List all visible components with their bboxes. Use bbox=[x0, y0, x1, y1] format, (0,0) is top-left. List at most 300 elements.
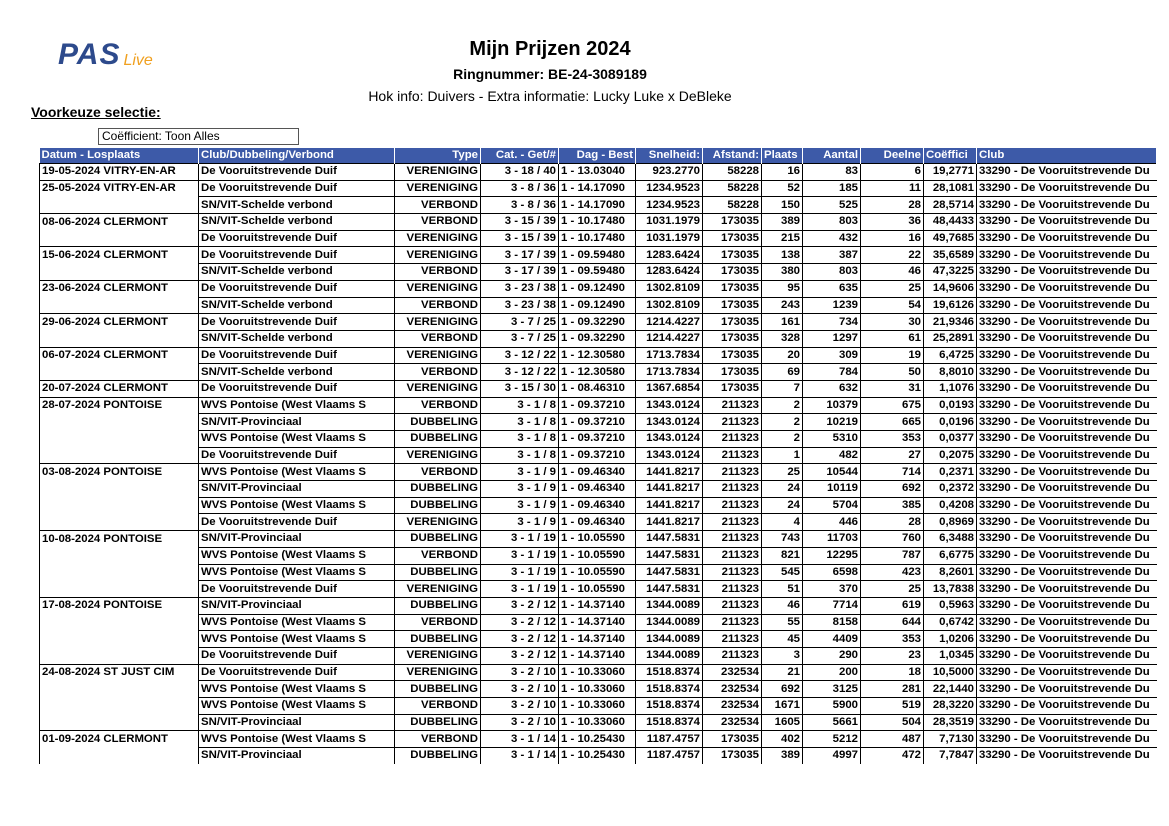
table-row bbox=[40, 414, 1157, 431]
table-cell: 1302.8109 bbox=[636, 280, 703, 297]
table-cell: 33290 - De Vooruitstrevende Du bbox=[977, 364, 1157, 381]
table-cell: 3 - 1 / 14 bbox=[481, 748, 559, 764]
table-cell: 1187.4757 bbox=[636, 748, 703, 764]
table-cell: 03-08-2024 PONTOISE bbox=[40, 464, 199, 481]
table-cell: De Vooruitstrevende Duif bbox=[199, 347, 395, 364]
table-cell: 1 - 09.12490 bbox=[559, 297, 636, 314]
table-cell: 4997 bbox=[803, 748, 861, 764]
table-cell: 3 bbox=[762, 647, 803, 664]
table-cell: 1187.4757 bbox=[636, 731, 703, 748]
table-cell: 33290 - De Vooruitstrevende Du bbox=[977, 581, 1157, 598]
table-cell bbox=[40, 681, 199, 698]
table-cell: 1 - 10.25430 bbox=[559, 748, 636, 764]
table-cell: VERENIGING bbox=[395, 314, 481, 331]
table-cell: 33290 - De Vooruitstrevende Du bbox=[977, 214, 1157, 231]
column-header: Datum - Losplaats bbox=[40, 148, 199, 164]
table-cell: DUBBELING bbox=[395, 564, 481, 581]
voorkeuze-selectie-label: Voorkeuze selectie: bbox=[31, 104, 161, 120]
table-cell: SN/VIT-Schelde verbond bbox=[199, 297, 395, 314]
table-cell: 33290 - De Vooruitstrevende Du bbox=[977, 597, 1157, 614]
table-row bbox=[40, 330, 1157, 347]
column-header: Type bbox=[395, 148, 481, 164]
table-cell: DUBBELING bbox=[395, 714, 481, 731]
table-cell: WVS Pontoise (West Vlaams S bbox=[199, 698, 395, 715]
table-row bbox=[40, 547, 1157, 564]
table-cell: 1518.8374 bbox=[636, 681, 703, 698]
table-cell: 7,7847 bbox=[924, 748, 977, 764]
table-cell: 3 - 15 / 39 bbox=[481, 230, 559, 247]
table-cell: 28,5714 bbox=[924, 197, 977, 214]
table-cell: 50 bbox=[861, 364, 924, 381]
table-cell: 22 bbox=[861, 247, 924, 264]
table-cell: 27 bbox=[861, 447, 924, 464]
table-cell: 25,2891 bbox=[924, 330, 977, 347]
table-cell: 95 bbox=[762, 280, 803, 297]
column-header: Club bbox=[977, 148, 1157, 164]
table-cell: 1 - 12.30580 bbox=[559, 347, 636, 364]
column-header: Afstand: bbox=[703, 148, 762, 164]
table-cell: 7 bbox=[762, 380, 803, 397]
table-cell: 3 - 1 / 19 bbox=[481, 547, 559, 564]
table-cell: 387 bbox=[803, 247, 861, 264]
table-cell: De Vooruitstrevende Duif bbox=[199, 247, 395, 264]
table-cell: 10544 bbox=[803, 464, 861, 481]
table-cell: 211323 bbox=[703, 447, 762, 464]
table-cell: 3 - 1 / 19 bbox=[481, 531, 559, 548]
table-cell: 31 bbox=[861, 380, 924, 397]
table-cell: SN/VIT-Provinciaal bbox=[199, 481, 395, 498]
table-cell: 1 - 09.37210 bbox=[559, 397, 636, 414]
table-cell: 3 - 2 / 12 bbox=[481, 647, 559, 664]
table-cell: 14,9606 bbox=[924, 280, 977, 297]
table-cell: De Vooruitstrevende Duif bbox=[199, 447, 395, 464]
table-cell: 1 - 12.30580 bbox=[559, 364, 636, 381]
table-row bbox=[40, 481, 1157, 498]
table-cell: 33290 - De Vooruitstrevende Du bbox=[977, 564, 1157, 581]
table-cell: 1518.8374 bbox=[636, 664, 703, 681]
table-cell: SN/VIT-Schelde verbond bbox=[199, 264, 395, 281]
column-header: Coëffici bbox=[924, 148, 977, 164]
prizes-table-wrapper bbox=[39, 148, 1169, 764]
table-cell: 33290 - De Vooruitstrevende Du bbox=[977, 431, 1157, 448]
table-cell: 10119 bbox=[803, 481, 861, 498]
table-cell: VERBOND bbox=[395, 214, 481, 231]
table-body bbox=[40, 164, 1157, 764]
column-header: Deelne bbox=[861, 148, 924, 164]
table-row bbox=[40, 314, 1157, 331]
table-cell: VERENIGING bbox=[395, 380, 481, 397]
table-cell: 211323 bbox=[703, 497, 762, 514]
table-cell: 33290 - De Vooruitstrevende Du bbox=[977, 681, 1157, 698]
table-cell: 3 - 7 / 25 bbox=[481, 314, 559, 331]
table-cell: 232534 bbox=[703, 681, 762, 698]
table-cell: De Vooruitstrevende Duif bbox=[199, 280, 395, 297]
table-cell: 211323 bbox=[703, 431, 762, 448]
table-cell: 635 bbox=[803, 280, 861, 297]
table-cell: 1 - 10.17480 bbox=[559, 214, 636, 231]
page-title: Mijn Prijzen 2024 bbox=[469, 38, 631, 60]
table-cell: 25-05-2024 VITRY-EN-AR bbox=[40, 180, 199, 197]
table-cell: 19,2771 bbox=[924, 164, 977, 181]
table-header-row bbox=[40, 148, 1157, 164]
table-cell: WVS Pontoise (West Vlaams S bbox=[199, 497, 395, 514]
table-cell: 33290 - De Vooruitstrevende Du bbox=[977, 414, 1157, 431]
table-cell: 1 - 10.05590 bbox=[559, 581, 636, 598]
column-header: Dag - Best bbox=[559, 148, 636, 164]
table-cell: 58228 bbox=[703, 180, 762, 197]
table-cell: 3 - 7 / 25 bbox=[481, 330, 559, 347]
table-cell: 821 bbox=[762, 547, 803, 564]
table-cell: 243 bbox=[762, 297, 803, 314]
table-cell: 33290 - De Vooruitstrevende Du bbox=[977, 497, 1157, 514]
table-cell: 370 bbox=[803, 581, 861, 598]
table-cell bbox=[40, 297, 199, 314]
table-cell: 3 - 2 / 10 bbox=[481, 681, 559, 698]
table-cell: VERBOND bbox=[395, 197, 481, 214]
table-cell: 1441.8217 bbox=[636, 497, 703, 514]
table-cell: 58228 bbox=[703, 197, 762, 214]
table-row bbox=[40, 180, 1157, 197]
table-cell: VERBOND bbox=[395, 731, 481, 748]
table-cell: 33290 - De Vooruitstrevende Du bbox=[977, 447, 1157, 464]
table-cell: 33290 - De Vooruitstrevende Du bbox=[977, 180, 1157, 197]
table-cell: SN/VIT-Provinciaal bbox=[199, 597, 395, 614]
table-cell: 21 bbox=[762, 664, 803, 681]
table-cell bbox=[40, 698, 199, 715]
table-cell: 1447.5831 bbox=[636, 531, 703, 548]
table-cell: 3 - 1 / 9 bbox=[481, 514, 559, 531]
table-cell: 1447.5831 bbox=[636, 581, 703, 598]
table-cell: 3 - 1 / 9 bbox=[481, 481, 559, 498]
table-cell: 1 - 14.37140 bbox=[559, 631, 636, 648]
table-cell: 3 - 1 / 9 bbox=[481, 497, 559, 514]
table-cell: VERENIGING bbox=[395, 164, 481, 181]
table-cell: 15-06-2024 CLERMONT bbox=[40, 247, 199, 264]
table-cell: VERBOND bbox=[395, 698, 481, 715]
table-cell: 3 - 1 / 8 bbox=[481, 431, 559, 448]
table-row bbox=[40, 431, 1157, 448]
table-cell: 8,8010 bbox=[924, 364, 977, 381]
table-cell: WVS Pontoise (West Vlaams S bbox=[199, 431, 395, 448]
table-cell: 13,7838 bbox=[924, 581, 977, 598]
table-cell: 1 - 10.33060 bbox=[559, 698, 636, 715]
table-row bbox=[40, 197, 1157, 214]
table-cell: 1 - 10.17480 bbox=[559, 230, 636, 247]
table-cell: 3 - 2 / 12 bbox=[481, 614, 559, 631]
table-cell: 2 bbox=[762, 414, 803, 431]
table-cell: DUBBELING bbox=[395, 748, 481, 764]
table-cell: 3125 bbox=[803, 681, 861, 698]
table-cell bbox=[40, 197, 199, 214]
table-cell bbox=[40, 264, 199, 281]
table-cell: 0,4208 bbox=[924, 497, 977, 514]
table-cell: 2 bbox=[762, 431, 803, 448]
table-cell: 1,0206 bbox=[924, 631, 977, 648]
table-cell: 446 bbox=[803, 514, 861, 531]
table-cell: 200 bbox=[803, 664, 861, 681]
table-cell: 20-07-2024 CLERMONT bbox=[40, 380, 199, 397]
table-cell: De Vooruitstrevende Duif bbox=[199, 180, 395, 197]
table-row bbox=[40, 531, 1157, 548]
table-cell: 29-06-2024 CLERMONT bbox=[40, 314, 199, 331]
table-row bbox=[40, 214, 1157, 231]
table-cell: 173035 bbox=[703, 280, 762, 297]
table-cell: 2 bbox=[762, 397, 803, 414]
table-row bbox=[40, 664, 1157, 681]
table-cell: 1,1076 bbox=[924, 380, 977, 397]
table-cell: 714 bbox=[861, 464, 924, 481]
table-cell: 173035 bbox=[703, 347, 762, 364]
logo-live-text: Live bbox=[123, 52, 153, 69]
table-cell: 760 bbox=[861, 531, 924, 548]
table-cell: 290 bbox=[803, 647, 861, 664]
table-cell: 69 bbox=[762, 364, 803, 381]
table-cell: 3 - 1 / 9 bbox=[481, 464, 559, 481]
table-cell: 173035 bbox=[703, 748, 762, 764]
table-cell: 3 - 23 / 38 bbox=[481, 280, 559, 297]
table-cell: De Vooruitstrevende Duif bbox=[199, 514, 395, 531]
table-cell: 3 - 1 / 19 bbox=[481, 564, 559, 581]
table-cell: 1343.0124 bbox=[636, 397, 703, 414]
table-cell: DUBBELING bbox=[395, 681, 481, 698]
table-cell: 3 - 18 / 40 bbox=[481, 164, 559, 181]
table-cell: 3 - 1 / 14 bbox=[481, 731, 559, 748]
table-cell: 7714 bbox=[803, 597, 861, 614]
table-cell: 1234.9523 bbox=[636, 180, 703, 197]
table-cell: 3 - 23 / 38 bbox=[481, 297, 559, 314]
table-cell: 08-06-2024 CLERMONT bbox=[40, 214, 199, 231]
table-cell: 4 bbox=[762, 514, 803, 531]
table-cell: 10,5000 bbox=[924, 664, 977, 681]
table-row bbox=[40, 698, 1157, 715]
table-row bbox=[40, 581, 1157, 598]
table-cell: 3 - 2 / 10 bbox=[481, 664, 559, 681]
table-cell: 46 bbox=[861, 264, 924, 281]
table-cell: 33290 - De Vooruitstrevende Du bbox=[977, 280, 1157, 297]
table-cell: WVS Pontoise (West Vlaams S bbox=[199, 631, 395, 648]
table-cell: 6,6775 bbox=[924, 547, 977, 564]
table-cell: 1344.0089 bbox=[636, 647, 703, 664]
table-cell: 353 bbox=[861, 431, 924, 448]
table-cell: 185 bbox=[803, 180, 861, 197]
table-cell: 1343.0124 bbox=[636, 431, 703, 448]
table-cell: 33290 - De Vooruitstrevende Du bbox=[977, 698, 1157, 715]
table-cell: 33290 - De Vooruitstrevende Du bbox=[977, 197, 1157, 214]
table-cell: 28-07-2024 PONTOISE bbox=[40, 397, 199, 414]
table-cell: 33290 - De Vooruitstrevende Du bbox=[977, 714, 1157, 731]
table-row bbox=[40, 597, 1157, 614]
table-cell: WVS Pontoise (West Vlaams S bbox=[199, 464, 395, 481]
table-cell: 19-05-2024 VITRY-EN-AR bbox=[40, 164, 199, 181]
table-cell: 33290 - De Vooruitstrevende Du bbox=[977, 481, 1157, 498]
table-row bbox=[40, 647, 1157, 664]
table-cell: 8,2601 bbox=[924, 564, 977, 581]
table-cell bbox=[40, 330, 199, 347]
table-cell: 0,2075 bbox=[924, 447, 977, 464]
table-cell: 28 bbox=[861, 514, 924, 531]
table-cell: 432 bbox=[803, 230, 861, 247]
table-cell: 5900 bbox=[803, 698, 861, 715]
table-cell: 743 bbox=[762, 531, 803, 548]
table-cell: 211323 bbox=[703, 547, 762, 564]
table-cell: 1214.4227 bbox=[636, 330, 703, 347]
table-cell: 1 - 10.05590 bbox=[559, 531, 636, 548]
table-cell: VERENIGING bbox=[395, 180, 481, 197]
table-cell: VERBOND bbox=[395, 364, 481, 381]
table-cell: 33290 - De Vooruitstrevende Du bbox=[977, 230, 1157, 247]
table-cell bbox=[40, 547, 199, 564]
table-cell: De Vooruitstrevende Duif bbox=[199, 581, 395, 598]
table-cell: 0,6742 bbox=[924, 614, 977, 631]
table-cell: 803 bbox=[803, 214, 861, 231]
table-cell: 211323 bbox=[703, 397, 762, 414]
table-cell bbox=[40, 414, 199, 431]
table-cell: 19 bbox=[861, 347, 924, 364]
table-cell: 1 - 10.33060 bbox=[559, 664, 636, 681]
table-cell: 30 bbox=[861, 314, 924, 331]
table-cell: VERBOND bbox=[395, 464, 481, 481]
table-cell: 01-09-2024 CLERMONT bbox=[40, 731, 199, 748]
table-cell: VERENIGING bbox=[395, 647, 481, 664]
table-cell: 16 bbox=[861, 230, 924, 247]
table-cell: 1031.1979 bbox=[636, 230, 703, 247]
table-cell: 644 bbox=[861, 614, 924, 631]
table-cell: 17-08-2024 PONTOISE bbox=[40, 597, 199, 614]
table-cell: VERBOND bbox=[395, 397, 481, 414]
table-cell: 18 bbox=[861, 664, 924, 681]
table-cell: 25 bbox=[861, 581, 924, 598]
table-cell: 3 - 1 / 8 bbox=[481, 397, 559, 414]
table-cell: WVS Pontoise (West Vlaams S bbox=[199, 614, 395, 631]
table-cell: 1 - 10.05590 bbox=[559, 564, 636, 581]
table-cell: SN/VIT-Provinciaal bbox=[199, 531, 395, 548]
table-cell: 173035 bbox=[703, 214, 762, 231]
table-cell: 1283.6424 bbox=[636, 264, 703, 281]
table-cell: 3 - 15 / 30 bbox=[481, 380, 559, 397]
table-cell bbox=[40, 481, 199, 498]
table-cell: 11703 bbox=[803, 531, 861, 548]
table-cell: 472 bbox=[861, 748, 924, 764]
table-cell: 923.2770 bbox=[636, 164, 703, 181]
table-cell: 1 - 09.46340 bbox=[559, 514, 636, 531]
table-cell: 402 bbox=[762, 731, 803, 748]
table-cell bbox=[40, 714, 199, 731]
table-cell: 24 bbox=[762, 497, 803, 514]
table-cell: 173035 bbox=[703, 731, 762, 748]
table-row bbox=[40, 280, 1157, 297]
table-cell: 211323 bbox=[703, 647, 762, 664]
table-cell: 1713.7834 bbox=[636, 347, 703, 364]
table-cell: 33290 - De Vooruitstrevende Du bbox=[977, 164, 1157, 181]
table-cell: 3 - 2 / 10 bbox=[481, 698, 559, 715]
table-cell: WVS Pontoise (West Vlaams S bbox=[199, 564, 395, 581]
table-cell: 5310 bbox=[803, 431, 861, 448]
table-cell: 1297 bbox=[803, 330, 861, 347]
table-cell: 1441.8217 bbox=[636, 464, 703, 481]
table-cell: 1239 bbox=[803, 297, 861, 314]
table-cell: 33290 - De Vooruitstrevende Du bbox=[977, 397, 1157, 414]
table-cell: 33290 - De Vooruitstrevende Du bbox=[977, 664, 1157, 681]
hok-info: Hok info: Duivers - Extra informatie: Lucky Luke x DeBleke bbox=[368, 88, 732, 104]
table-cell: 211323 bbox=[703, 514, 762, 531]
logo-pas-text: PAS bbox=[58, 38, 121, 71]
table-cell: VERENIGING bbox=[395, 447, 481, 464]
table-cell: 328 bbox=[762, 330, 803, 347]
table-cell: 0,8969 bbox=[924, 514, 977, 531]
table-cell: 25 bbox=[861, 280, 924, 297]
prizes-table bbox=[39, 148, 1157, 764]
table-cell: 1343.0124 bbox=[636, 447, 703, 464]
table-cell: 211323 bbox=[703, 581, 762, 598]
table-cell: WVS Pontoise (West Vlaams S bbox=[199, 681, 395, 698]
table-cell: VERBOND bbox=[395, 547, 481, 564]
table-cell: VERBOND bbox=[395, 330, 481, 347]
table-cell: 309 bbox=[803, 347, 861, 364]
table-cell: 1 - 09.37210 bbox=[559, 431, 636, 448]
table-cell: 389 bbox=[762, 748, 803, 764]
table-cell: 5704 bbox=[803, 497, 861, 514]
table-row bbox=[40, 264, 1157, 281]
table-cell: 21,9346 bbox=[924, 314, 977, 331]
table-cell: 3 - 12 / 22 bbox=[481, 347, 559, 364]
table-cell: 1 - 10.33060 bbox=[559, 714, 636, 731]
table-cell: 173035 bbox=[703, 364, 762, 381]
table-cell: 20 bbox=[762, 347, 803, 364]
table-cell: 49,7685 bbox=[924, 230, 977, 247]
table-cell: 46 bbox=[762, 597, 803, 614]
table-cell: 787 bbox=[861, 547, 924, 564]
table-cell: 0,2372 bbox=[924, 481, 977, 498]
table-cell: 54 bbox=[861, 297, 924, 314]
table-cell: 1343.0124 bbox=[636, 414, 703, 431]
table-row bbox=[40, 714, 1157, 731]
table-cell: 1605 bbox=[762, 714, 803, 731]
table-row bbox=[40, 497, 1157, 514]
table-cell: 692 bbox=[861, 481, 924, 498]
table-cell: De Vooruitstrevende Duif bbox=[199, 230, 395, 247]
table-cell: 1 - 14.37140 bbox=[559, 614, 636, 631]
table-cell: 1283.6424 bbox=[636, 247, 703, 264]
table-row bbox=[40, 297, 1157, 314]
table-cell: 33290 - De Vooruitstrevende Du bbox=[977, 731, 1157, 748]
table-cell: 33290 - De Vooruitstrevende Du bbox=[977, 514, 1157, 531]
table-cell: 33290 - De Vooruitstrevende Du bbox=[977, 264, 1157, 281]
table-cell: 619 bbox=[861, 597, 924, 614]
table-cell: 1 - 10.05590 bbox=[559, 547, 636, 564]
table-cell: 504 bbox=[861, 714, 924, 731]
table-cell: 6 bbox=[861, 164, 924, 181]
table-cell: SN/VIT-Provinciaal bbox=[199, 414, 395, 431]
table-cell: 1 - 09.46340 bbox=[559, 497, 636, 514]
table-cell: 6,3488 bbox=[924, 531, 977, 548]
table-cell: 3 - 2 / 12 bbox=[481, 631, 559, 648]
table-cell: 215 bbox=[762, 230, 803, 247]
table-cell: 51 bbox=[762, 581, 803, 598]
coefficient-select[interactable]: Coëfficient: Toon Alles bbox=[98, 128, 299, 145]
table-cell: 0,0193 bbox=[924, 397, 977, 414]
table-cell: 545 bbox=[762, 564, 803, 581]
table-cell: 353 bbox=[861, 631, 924, 648]
table-cell: 33290 - De Vooruitstrevende Du bbox=[977, 631, 1157, 648]
table-cell: 33290 - De Vooruitstrevende Du bbox=[977, 464, 1157, 481]
table-cell: SN/VIT-Schelde verbond bbox=[199, 197, 395, 214]
table-cell: 173035 bbox=[703, 264, 762, 281]
table-cell: 1 - 09.32290 bbox=[559, 330, 636, 347]
table-cell: 1713.7834 bbox=[636, 364, 703, 381]
table-cell bbox=[40, 364, 199, 381]
table-cell: De Vooruitstrevende Duif bbox=[199, 380, 395, 397]
column-header: Club/Dubbeling/Verbond bbox=[199, 148, 395, 164]
